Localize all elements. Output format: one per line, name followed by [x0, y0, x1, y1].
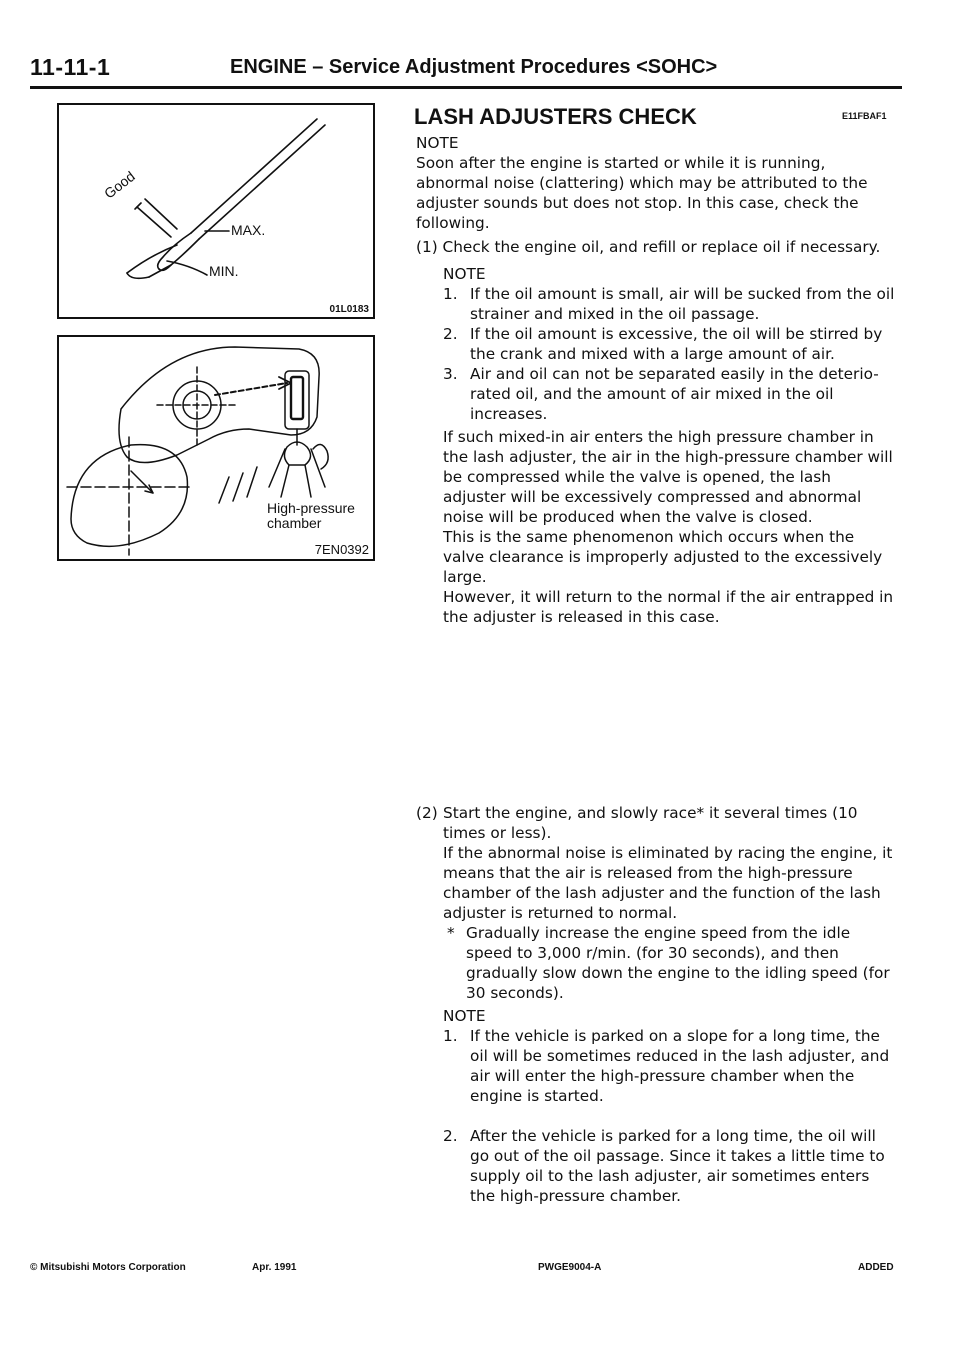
- dipstick-figure: [57, 103, 375, 319]
- high-pressure-label-line1: High-pressure: [267, 500, 355, 516]
- note-item-2: 2. After the vehicle is parked for a long time, the oil will go out of the oil passage. Since it takes a little time to supply oil to the lash adjuster, air sometimes enters the high-pressure chamber.: [443, 1127, 885, 1205]
- note-item-1: 1. If the vehicle is parked on a slope for a long time, the oil will be sometimes reduced in the lash adjuster, and air will enter the high-pressure chamber when the engine is started.: [443, 1027, 890, 1105]
- step-1: (1) Check the engine oil, and refill or replace oil if necessary.: [416, 238, 881, 256]
- page-title: ENGINE – Service Adjustment Procedures <SOHC>: [230, 56, 718, 78]
- max-label: MAX.: [231, 222, 266, 238]
- high-pressure-label: [267, 501, 355, 531]
- section-title: LASH ADJUSTERS CHECK: [414, 104, 697, 129]
- note-item-2: 2. If the oil amount is excessive, the oil will be stirred by the crank and mixed with a large amount of air.: [443, 325, 883, 363]
- explanation-paragraph: If such mixed-in air enters the high pressure chamber in the lash adjuster, the air in the high-pressure chamber will be compressed while the valve is opened, the lash adjuster will be excessively compressed and abnormal noise will be produced when the valve is closed. This is the same phenomenon which occurs when the valve clearance is improperly adjusted to the excessively large. However, it will return to the normal if the air entrapped in the adjuster is released in this case.: [443, 428, 894, 626]
- min-label: MIN.: [209, 263, 239, 279]
- good-label: Good: [101, 167, 138, 202]
- dipstick-illustration: [59, 105, 373, 317]
- note-item-3: 3. Air and oil can not be separated easily in the deterio- rated oil, and the amount of air mixed in the oil increases.: [443, 365, 879, 423]
- intro-paragraph: Soon after the engine is started or while it is running, abnormal noise (clattering) which may be attributed to the adjuster sounds but does not stop. In this case, check the following.: [416, 154, 868, 232]
- figure-code: 01L0183: [329, 304, 369, 315]
- section-code: E11FBAF1: [842, 111, 887, 121]
- note-item-1: 1. If the oil amount is small, air will be sucked from the oil strainer and mixed in the oil passage.: [443, 285, 895, 323]
- note-heading: NOTE: [443, 1007, 486, 1025]
- note-heading: NOTE: [416, 134, 459, 152]
- copyright: © Mitsubishi Motors Corporation: [30, 1262, 186, 1273]
- status-label: ADDED: [858, 1262, 894, 1273]
- high-pressure-label-line2: chamber: [267, 515, 322, 531]
- document-code: PWGE9004-A: [538, 1262, 602, 1273]
- note-heading: NOTE: [443, 265, 486, 283]
- figure-code: 7EN0392: [314, 542, 369, 557]
- section-number: 11-11-1: [30, 54, 111, 80]
- header-divider: [30, 86, 902, 89]
- step-2: (2) Start the engine, and slowly race* it several times (10 times or less). If the abnormal noise is eliminated by racing the engine, it means that the air is released from the high-pressure chamber of the lash adjuster and the function of the lash adjuster is returned to normal.: [416, 804, 893, 922]
- footnote-star: * Gradually increase the engine speed from the idle speed to 3,000 r/min. (for 30 seconds), and then gradually slow down the engine to the idling speed (for 30 seconds).: [447, 924, 890, 1002]
- publication-date: Apr. 1991: [252, 1262, 297, 1273]
- lash-adjuster-figure: [57, 335, 375, 561]
